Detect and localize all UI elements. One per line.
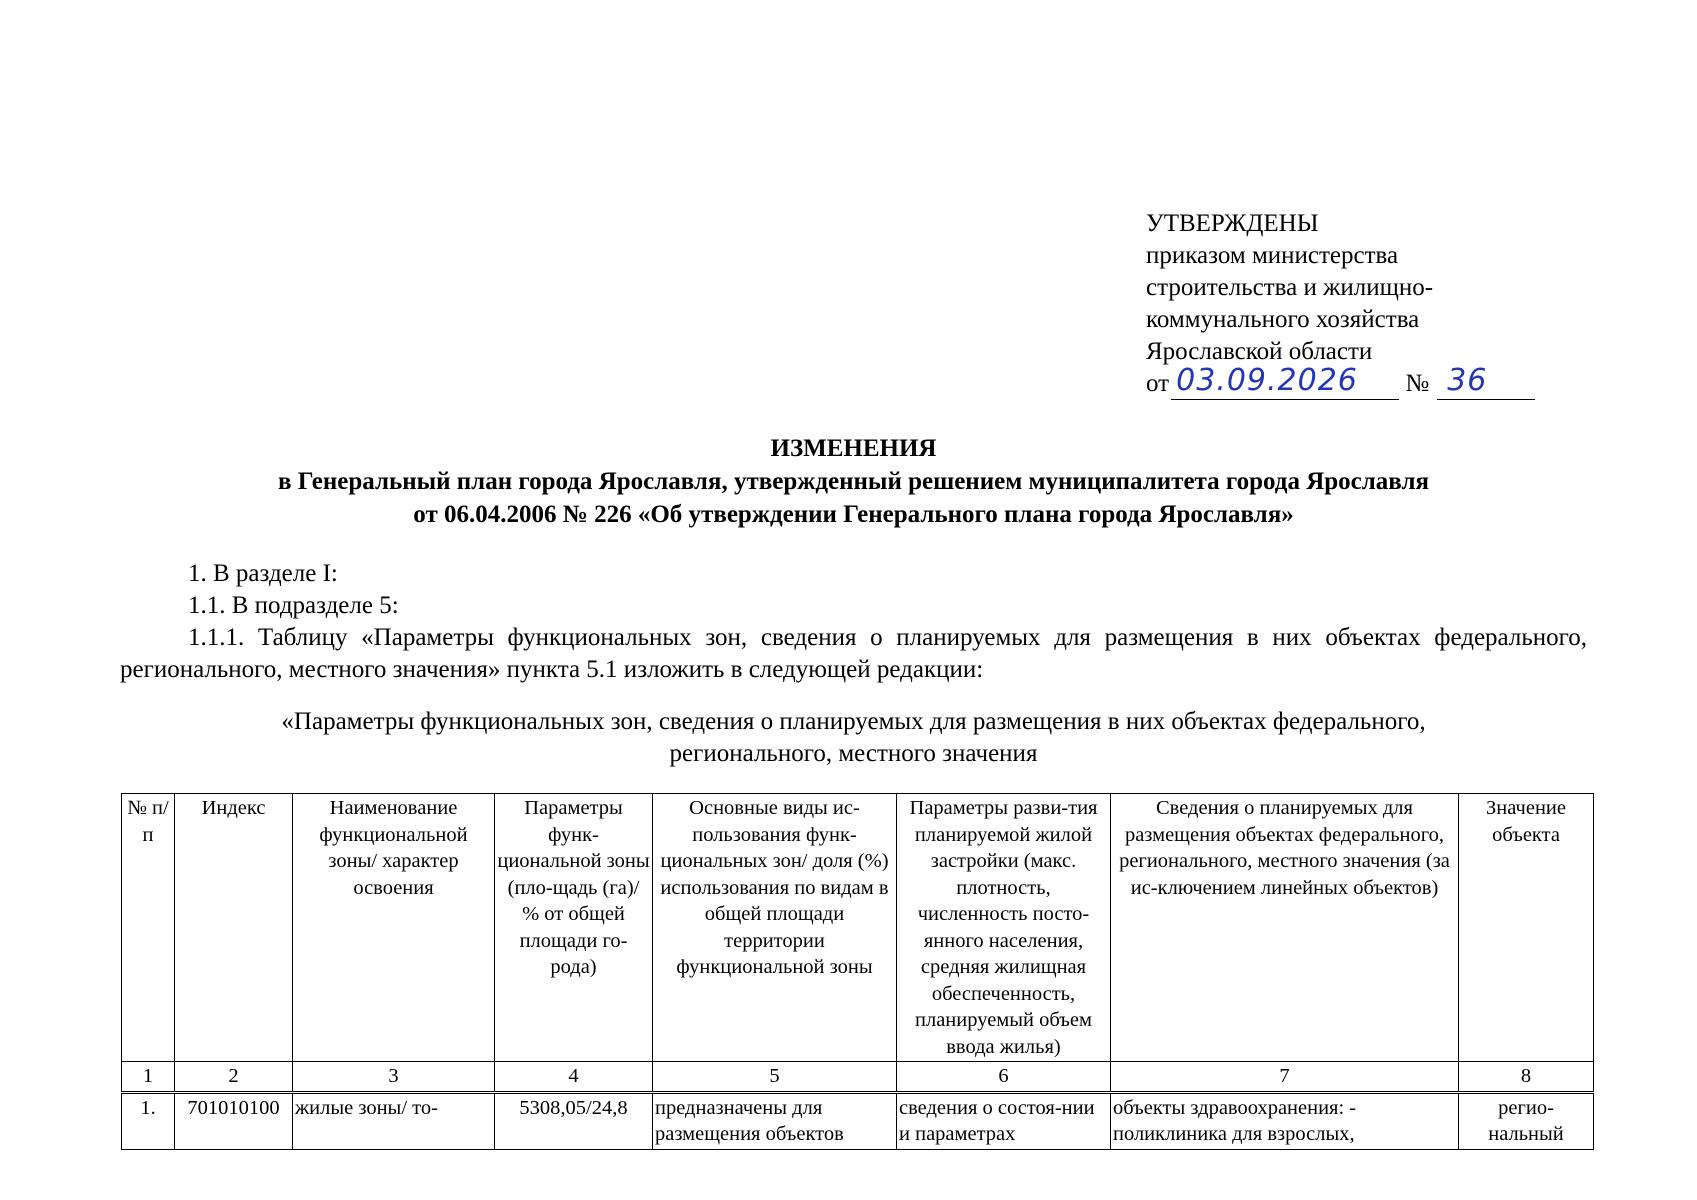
planned-objects-cell: объекты здравоохранения: - поликлиника для взрослых,	[1111, 1092, 1459, 1149]
zone-area-cell: 5308,05/24,8	[495, 1092, 653, 1149]
approval-line: коммунального хозяйства	[1146, 306, 1420, 333]
approval-block	[1146, 208, 1535, 400]
column-number: 2	[175, 1062, 293, 1093]
table-header-row	[122, 794, 1594, 1062]
paragraph-section: 1. В разделе I:	[188, 560, 338, 587]
index-cell: 701010100	[175, 1092, 293, 1149]
column-header: Наименование функциональной зоны/ характер освоения	[293, 794, 495, 1062]
heading-subtitle: от 06.04.2006 № 226 «Об утверждении Генерального плана города Ярославля»	[413, 501, 1294, 528]
column-number: 8	[1459, 1062, 1594, 1093]
development-cell: сведения о состоя-нии и параметрах	[897, 1092, 1111, 1149]
column-number: 7	[1111, 1062, 1459, 1093]
column-header: Параметры разви-тия планируемой жилой застройки (макс. плотность, численность посто-янного населения, средняя жилищная обеспеченность, планируемый объем ввода жилья)	[897, 794, 1111, 1062]
column-number: 3	[293, 1062, 495, 1093]
approval-line: строительства и жилищно-	[1146, 274, 1434, 301]
table-caption-line: «Параметры функциональных зон, сведения о планируемых для размещения в них объектах федерального,	[281, 708, 1426, 735]
object-significance-cell: регио-нальный	[1459, 1092, 1594, 1149]
handwritten-date: 03.09.2026	[1176, 363, 1358, 398]
table-row	[122, 1092, 1594, 1149]
column-header: Сведения о планируемых для размещения объектах федерального, регионального, местного значения (за ис-ключением линейных объектов)	[1111, 794, 1459, 1062]
handwritten-number: 36	[1447, 363, 1488, 398]
column-header: № п/п	[122, 794, 175, 1062]
usage-cell: предназначены для размещения объектов	[653, 1092, 897, 1149]
column-number-row	[122, 1062, 1594, 1093]
heading-title: ИЗМЕНЕНИЯ	[770, 435, 937, 462]
table-caption	[120, 706, 1587, 770]
approval-title: УТВЕРЖДЕНЫ	[1146, 210, 1319, 237]
zone-name-cell: жилые зоны/ то-	[293, 1092, 495, 1149]
heading-subtitle: в Генеральный план города Ярославля, утвержденный решением муниципалитета города Ярославля	[277, 468, 1430, 495]
column-header: Индекс	[175, 794, 293, 1062]
approval-line: приказом министерства	[1146, 242, 1399, 269]
paragraph-instruction: 1.1.1. Таблицу «Параметры функциональных зон, сведения о планируемых для размещения в них объектах федерального, регионального, местного значения» пункта 5.1 изложить в следующей редакции:	[120, 624, 1587, 683]
approval-date-line	[1146, 363, 1535, 400]
column-number: 4	[495, 1062, 653, 1093]
column-number: 5	[653, 1062, 897, 1093]
column-header: Параметры функ-циональной зоны (пло-щадь (га)/ % от общей площади го-рода)	[495, 794, 653, 1062]
approval-line: Ярославской области	[1146, 338, 1373, 365]
document-heading	[120, 432, 1587, 531]
paragraph-subsection: 1.1. В подразделе 5:	[188, 592, 399, 619]
date-prefix: от	[1146, 370, 1170, 397]
row-number-cell: 1.	[122, 1092, 175, 1149]
number-prefix: №	[1405, 370, 1430, 397]
table-caption-line: регионального, местного значения	[669, 740, 1038, 767]
parameters-table	[121, 793, 1594, 1150]
number-field	[1437, 363, 1535, 400]
column-number: 1	[122, 1062, 175, 1093]
column-header: Значение объекта	[1459, 794, 1594, 1062]
column-header: Основные виды ис-пользования функ-циональных зон/ доля (%) использования по видам в общей площади территории функциональной зоны	[653, 794, 897, 1062]
column-number: 6	[897, 1062, 1111, 1093]
date-field	[1171, 363, 1399, 400]
